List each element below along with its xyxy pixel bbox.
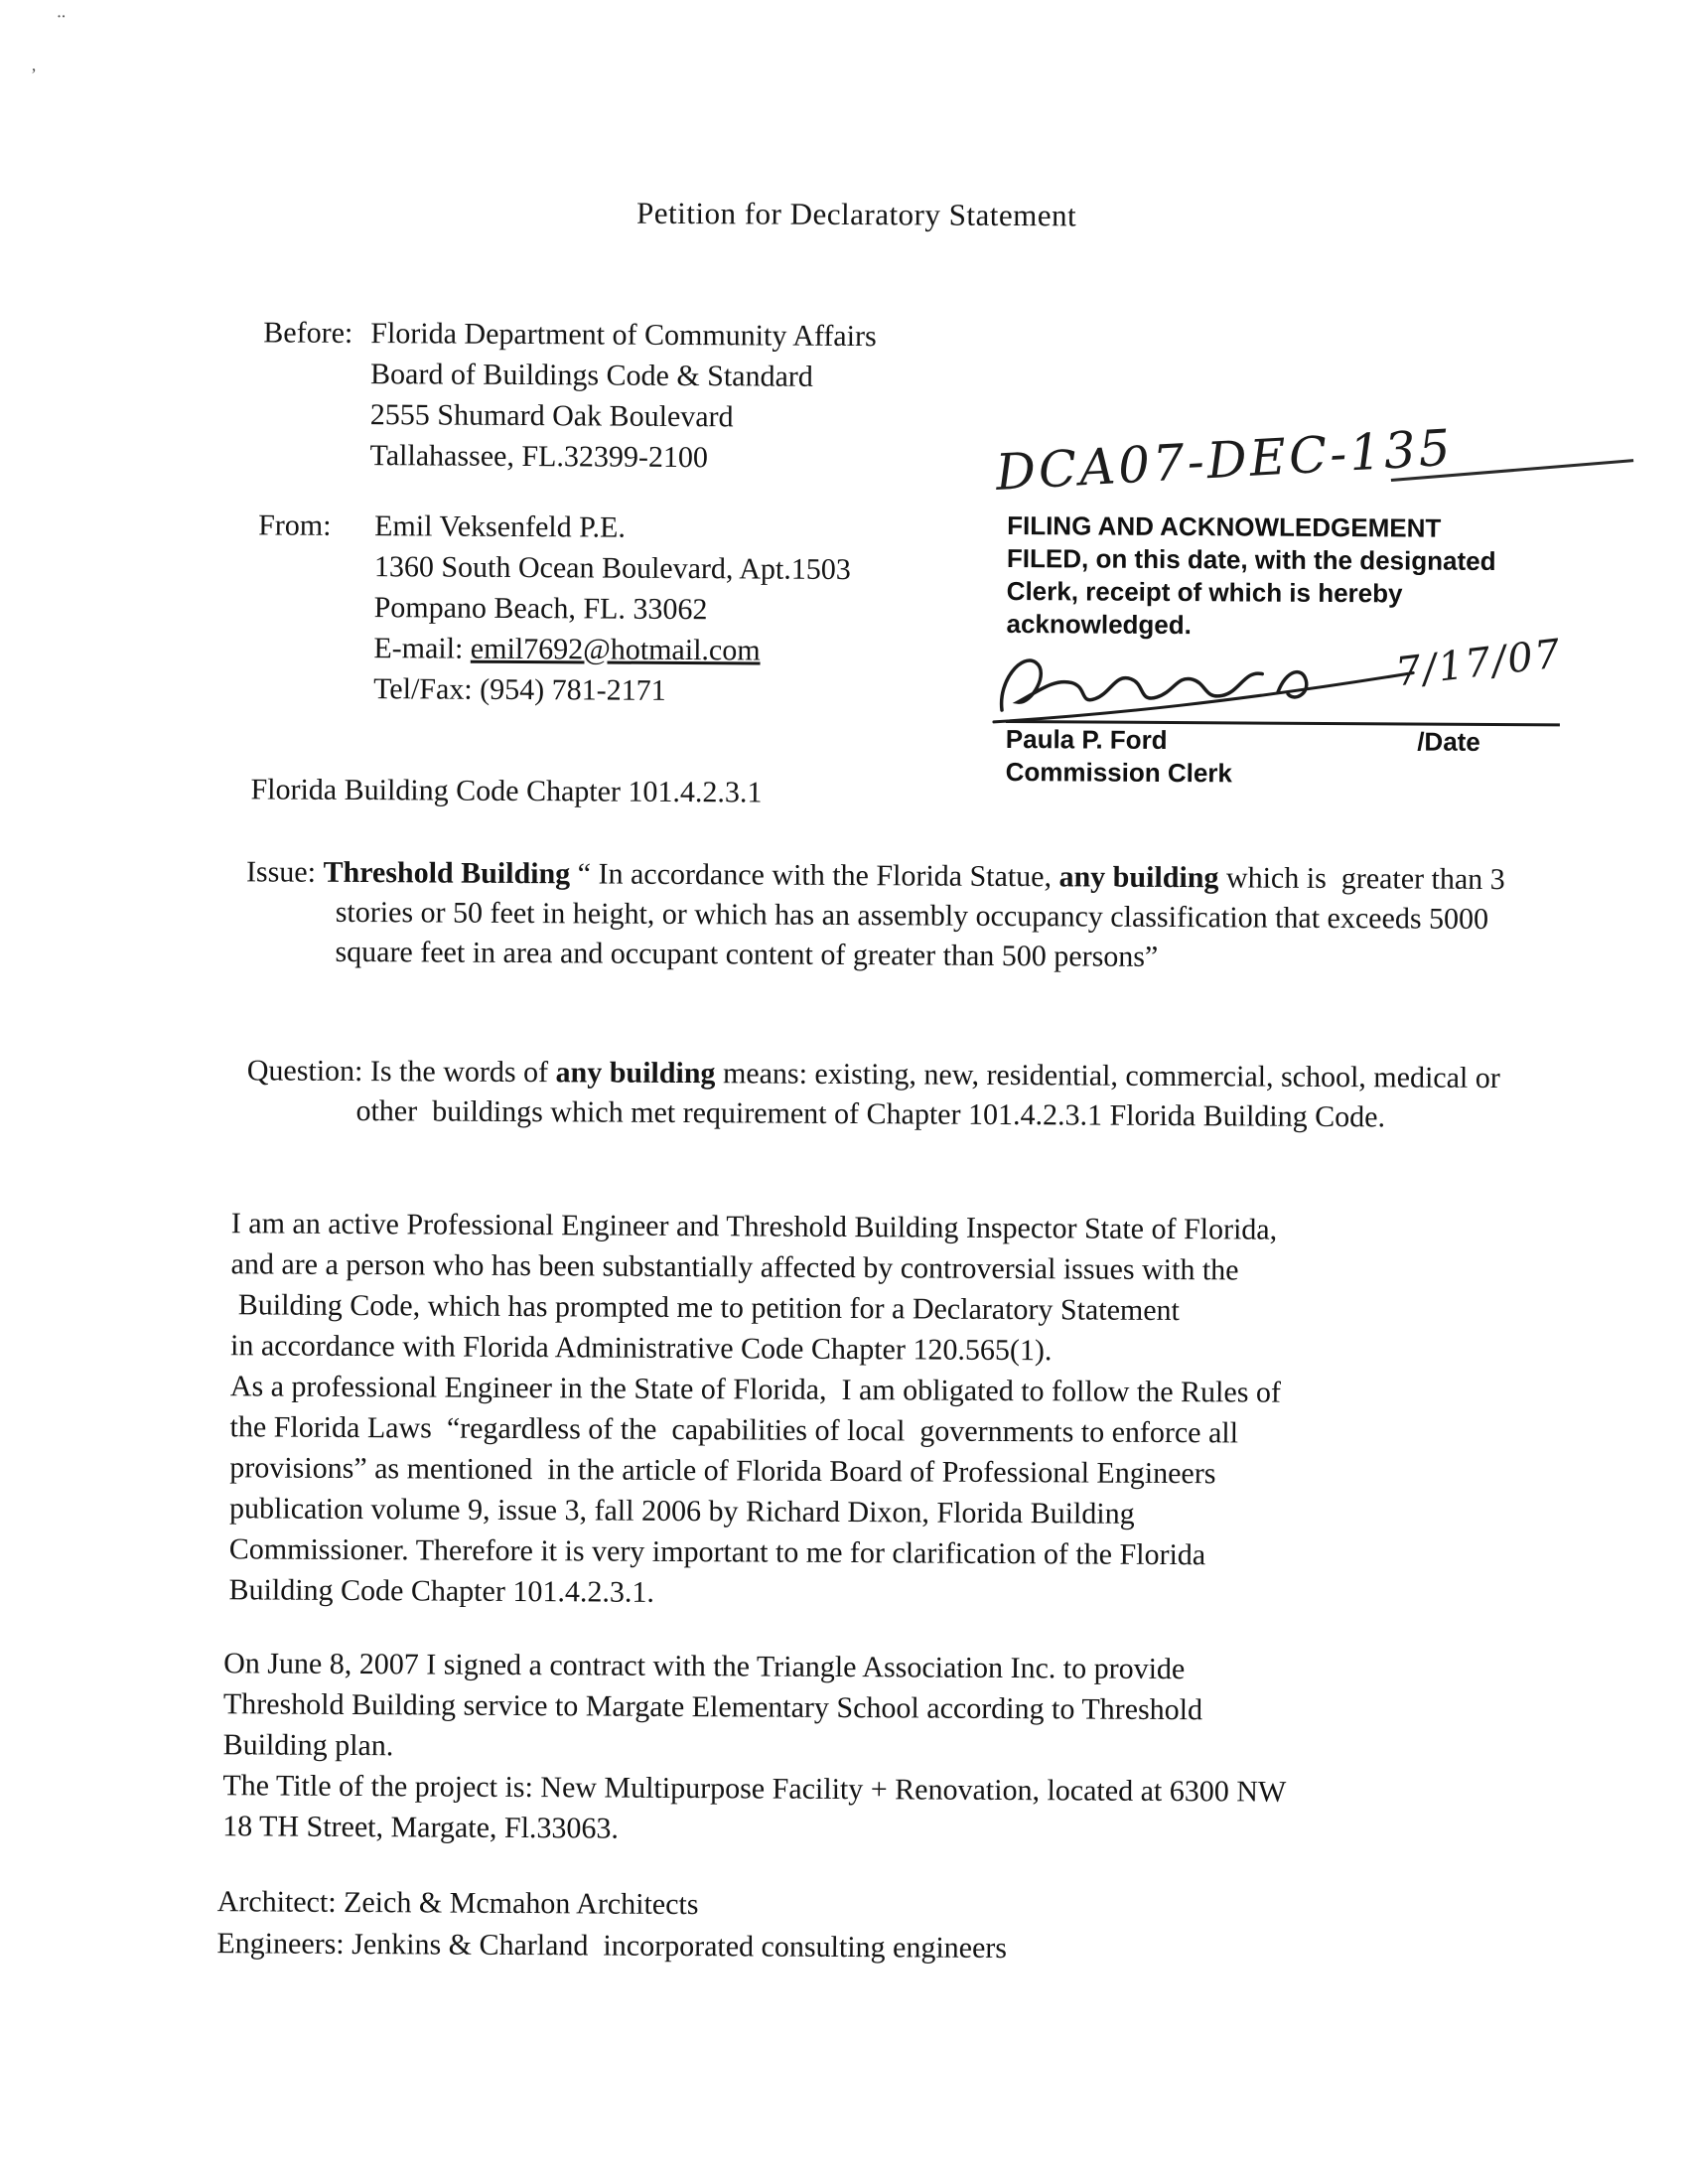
text: means: existing, new, residential, commercial, school, medical or other buildings which met requirement of Chapter 101.4.2.3.1 Florida Building Code. bbox=[355, 1057, 1508, 1134]
text-line: publication volume 9, issue 3, fall 2006 by Richard Dixon, Florida Building bbox=[228, 1492, 1135, 1530]
text-line: Clerk, receipt of which is hereby bbox=[1006, 575, 1403, 609]
text-line: Architect: Zeich & Mcmahon Architects bbox=[216, 1885, 699, 1922]
scan-artifact: ’ bbox=[30, 64, 37, 85]
text-line: in accordance with Florida Administrative Code Chapter 120.565(1). bbox=[229, 1329, 1053, 1368]
email-label: E-mail: bbox=[373, 632, 471, 665]
text-line: Building Code, which has prompted me to petition for a Declaratory Statement bbox=[230, 1288, 1181, 1328]
text-line: Pompano Beach, FL. 33062 bbox=[373, 591, 708, 627]
question-paragraph bbox=[246, 1051, 1517, 1138]
text-line: Building plan. bbox=[222, 1728, 394, 1763]
before-address-lines bbox=[369, 313, 876, 479]
code-reference: Florida Building Code Chapter 101.4.2.3.1 bbox=[250, 773, 763, 809]
from-address-lines bbox=[373, 506, 851, 712]
text-line: 2555 Shumard Oak Boulevard bbox=[369, 398, 734, 434]
filing-stamp bbox=[1006, 510, 1589, 793]
telfax-line: Tel/Fax: (954) 781-2171 bbox=[373, 672, 666, 707]
from-label: From: bbox=[258, 509, 332, 542]
text-line: Commissioner. Therefore it is very important to me for clarification of the Florida bbox=[228, 1532, 1206, 1572]
email-line bbox=[373, 628, 850, 671]
handwritten-case-number: DCA07-DEC-135 bbox=[994, 418, 1455, 502]
text-line: provisions” as mentioned in the article of Florida Board of Professional Engineers bbox=[229, 1451, 1216, 1491]
clerk-title: Commission Clerk bbox=[1005, 756, 1233, 789]
text: Question: Is the words of bbox=[246, 1054, 556, 1090]
text-line: Board of Buildings Code & Standard bbox=[369, 358, 813, 393]
handwritten-date: 7/17/07 bbox=[1393, 631, 1565, 696]
body-paragraph-2 bbox=[222, 1643, 1584, 1854]
before-address-block bbox=[262, 312, 876, 479]
email-address: emil7692@hotmail.com bbox=[470, 632, 761, 667]
text-line: FILED, on this date, with the designated bbox=[1006, 542, 1496, 577]
text: Issue: bbox=[245, 855, 324, 889]
text-line: Threshold Building service to Margate Elementary School according to Threshold bbox=[222, 1687, 1203, 1727]
text-line: acknowledged. bbox=[1006, 608, 1193, 641]
text-line: Building Code Chapter 101.4.2.3.1. bbox=[228, 1573, 654, 1609]
bold-text: Threshold Building bbox=[323, 855, 571, 891]
scan-artifact: .. bbox=[57, 1, 67, 22]
issue-paragraph bbox=[245, 852, 1527, 979]
from-address-block bbox=[257, 505, 851, 712]
from-lines bbox=[374, 506, 852, 631]
text-line: Florida Department of Community Affairs bbox=[370, 317, 877, 354]
signature-area bbox=[1006, 631, 1588, 732]
text-line: the Florida Laws “regardless of the capabilities of local governments to enforce all bbox=[229, 1410, 1239, 1450]
text-line: On June 8, 2007 I signed a contract with the Triangle Association Inc. to provide bbox=[223, 1647, 1186, 1686]
clerk-name: Paula P. Ford bbox=[1005, 723, 1168, 755]
document-title: Petition for Declaratory Statement bbox=[635, 195, 1077, 233]
body-paragraph-1 bbox=[228, 1203, 1591, 1618]
text-line: 18 TH Street, Margate, Fl.33063. bbox=[222, 1810, 620, 1845]
signature-handwriting bbox=[988, 639, 1421, 736]
bold-text: any building bbox=[555, 1056, 716, 1091]
stamp-text-lines bbox=[1006, 510, 1588, 645]
text: “ In accordance with the Florida Statue, bbox=[570, 857, 1059, 894]
text-line: Emil Veksenfeld P.E. bbox=[374, 510, 626, 544]
credits-paragraph bbox=[216, 1881, 1577, 1972]
text-line: As a professional Engineer in the State of Florida, I am obligated to follow the Rules of bbox=[229, 1370, 1282, 1409]
text-line: and are a person who has been substantially affected by controversial issues with the bbox=[230, 1247, 1239, 1287]
text-line: The Title of the project is: New Multipurpose Facility + Renovation, located at 6300 NW bbox=[222, 1769, 1287, 1809]
text-line: Tallahassee, FL.32399-2100 bbox=[369, 439, 708, 475]
before-label: Before: bbox=[263, 316, 353, 350]
bold-text: any building bbox=[1058, 860, 1219, 895]
text-line: Engineers: Jenkins & Charland incorporated consulting engineers bbox=[216, 1927, 1008, 1966]
text-line: I am an active Professional Engineer and Threshold Building Inspector State of Florida, bbox=[230, 1207, 1278, 1246]
text-line: FILING AND ACKNOWLEDGEMENT bbox=[1007, 510, 1442, 543]
date-label: /Date bbox=[1417, 726, 1480, 757]
text-line: 1360 South Ocean Boulevard, Apt.1503 bbox=[373, 550, 851, 587]
text: which is greater than 3 stories or 50 feet in height, or which has an assembly occupancy classification that exceeds 5000 square feet in area and occupant content of greater than 500 persons” bbox=[335, 861, 1513, 973]
